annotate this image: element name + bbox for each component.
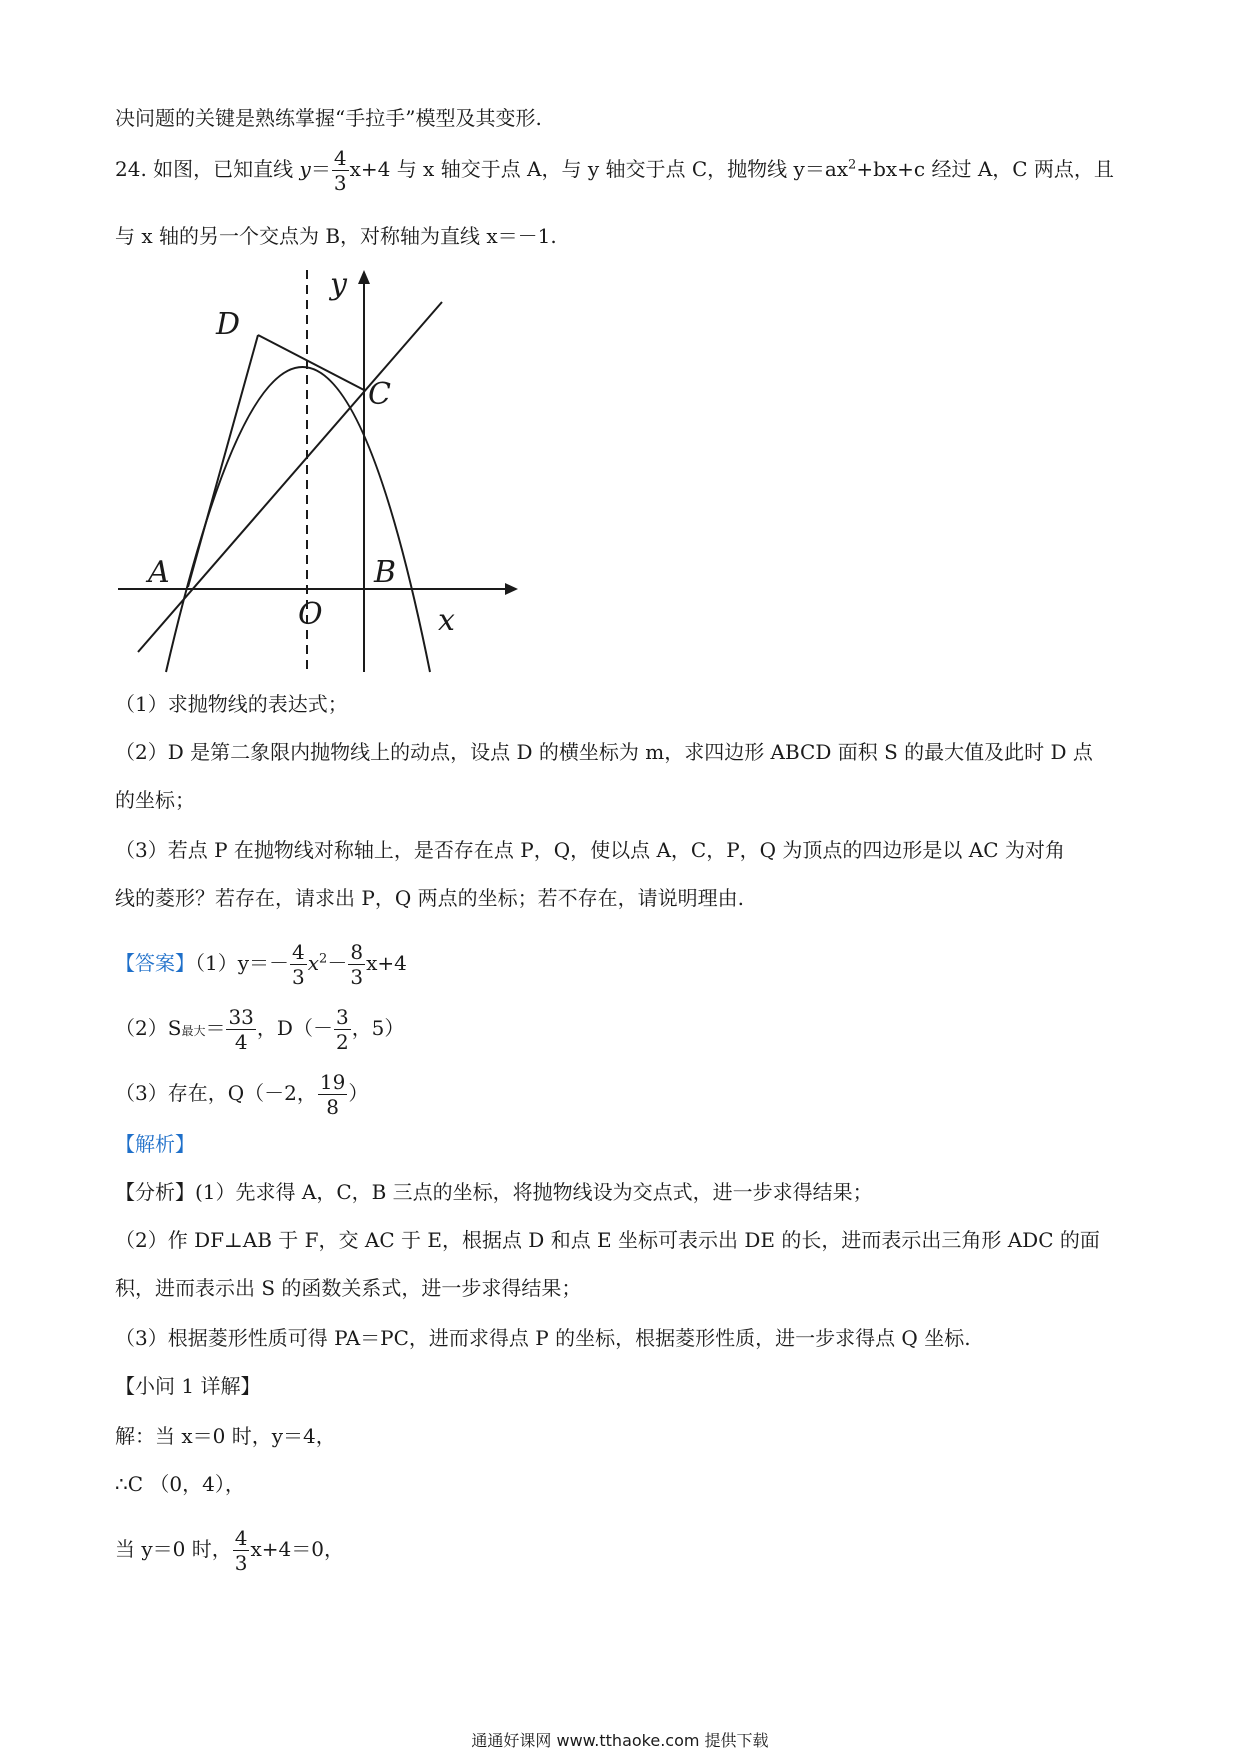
label-x: x xyxy=(438,603,455,638)
question-3-line-1: （3）若点 P 在抛物线对称轴上，是否存在点 P，Q，使以点 A，C，P，Q 为顶点的四边形是以 AC 为对角 xyxy=(115,838,1065,862)
x-axis-arrow-icon xyxy=(505,583,518,595)
label-c: C xyxy=(368,377,391,412)
solution-line-3: 当 y＝0 时， $\frac{4}{3}$ x+4＝0， xyxy=(115,1526,344,1575)
question-2-line-2: 的坐标； xyxy=(115,788,195,812)
analysis-line-3: 积，进而表示出 S 的函数关系式，进一步求得结果； xyxy=(115,1276,582,1300)
analysis-line-1: 【分析】(1）先求得 A，C，B 三点的坐标，将抛物线设为交点式，进一步求得结果； xyxy=(115,1180,873,1204)
question-1: （1）求抛物线的表达式； xyxy=(115,692,348,716)
answer-1: 【答案】（1）y＝－ $\frac{4}{3}$ $x^2-$ $\frac{8}{3}$ x+4 xyxy=(115,940,407,989)
problem-line-1: 24. 如图，已知直线 y＝ $\frac{4}{3}$ x+4 与 x 轴交于点 A，与 y 轴交于点 C，抛物线 $y=ax^2+bx+c$ 经过 A，C 两点，且 xyxy=(115,146,1114,195)
solution-line-2: ∴C （0，4）， xyxy=(115,1472,245,1496)
problem-line-2: 与 x 轴的另一个交点为 B，对称轴为直线 x＝－1. xyxy=(115,224,557,248)
analysis-tag: 【解析】 xyxy=(115,1132,195,1156)
label-a: A xyxy=(148,555,170,590)
answer-tag: 【答案】 xyxy=(115,951,195,975)
segment-da xyxy=(188,335,258,587)
y-axis-arrow-icon xyxy=(358,270,370,284)
question-2-line-1: （2）D 是第二象限内抛物线上的动点，设点 D 的横坐标为 m，求四边形 ABCD 面积 S 的最大值及此时 D 点 xyxy=(115,740,1093,764)
analysis-line-4: （3）根据菱形性质可得 PA＝PC，进而求得点 P 的坐标，根据菱形性质，进一步求得点 Q 坐标. xyxy=(115,1326,971,1350)
footer: 通通好课网 www.tthaoke.com 提供下载 xyxy=(471,1731,769,1750)
question-3-line-2: 线的菱形？若存在，请求出 P，Q 两点的坐标；若不存在，请说明理由. xyxy=(115,886,744,910)
label-o: O xyxy=(298,597,323,632)
intro-line: 决问题的关键是熟练掌握“手拉手”模型及其变形. xyxy=(115,106,542,130)
solution-line-1: 解：当 x＝0 时，y＝4， xyxy=(115,1424,336,1448)
detail-heading: 【小问 1 详解】 xyxy=(115,1374,261,1398)
analysis-line-2: （2）作 DF⊥AB 于 F，交 AC 于 E，根据点 D 和点 E 坐标可表示出 DE 的长，进而表示出三角形 ADC 的面 xyxy=(115,1228,1100,1252)
label-d: D xyxy=(216,307,241,342)
answer-3: （3）存在，Q（－2， $\frac{19}{8}$ ） xyxy=(115,1070,369,1119)
label-y: y xyxy=(330,267,347,302)
label-b: B xyxy=(374,555,397,590)
answer-2: （2）S最大＝ $\frac{33}{4}$ ，D（－ $\frac{3}{2}$ ，5） xyxy=(115,1005,405,1054)
parabola-figure xyxy=(110,262,520,674)
line-ac xyxy=(138,302,442,652)
fraction-4-3: $\frac{4}{3}$ xyxy=(333,146,347,195)
